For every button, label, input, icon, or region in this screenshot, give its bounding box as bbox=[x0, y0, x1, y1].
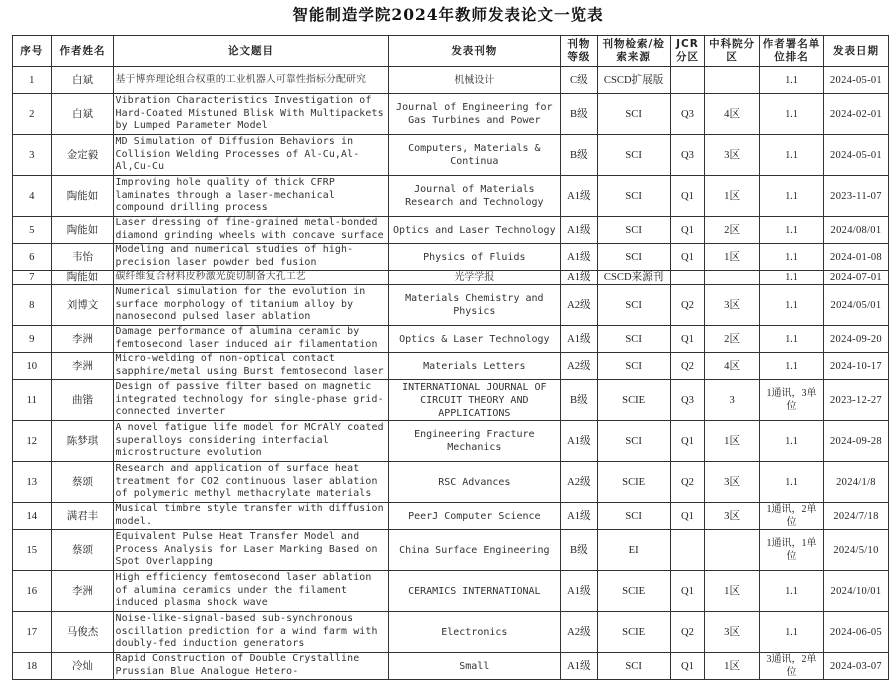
document-title: 智能制造学院2024年教师发表论文一览表 bbox=[292, 5, 604, 24]
cell-level: A1级 bbox=[561, 176, 598, 217]
cell-date: 2024-03-07 bbox=[823, 653, 888, 680]
cell-author-rank: 1通讯，3单位 bbox=[760, 380, 824, 421]
cell-no: 14 bbox=[13, 503, 52, 530]
cell-date: 2024/7/18 bbox=[823, 503, 888, 530]
cell-no: 7 bbox=[13, 271, 52, 285]
cell-level: B级 bbox=[561, 94, 598, 135]
header-row bbox=[13, 36, 889, 67]
table-row bbox=[13, 571, 889, 612]
cell-level: A1级 bbox=[561, 653, 598, 680]
cell-level: B级 bbox=[561, 135, 598, 176]
header-level: 刊物等级 bbox=[561, 36, 598, 67]
papers-table bbox=[12, 35, 889, 680]
cell-no: 6 bbox=[13, 244, 52, 271]
cell-cas-zone: 1区 bbox=[705, 176, 760, 217]
cell-no: 13 bbox=[13, 462, 52, 503]
cell-paper-title: Vibration Characteristics Investigation of Hard-Coated Mistuned Blisk With Multipackets by Lumped Parameter Model bbox=[114, 94, 388, 135]
cell-author: 金定毅 bbox=[51, 135, 114, 176]
cell-jcr: Q1 bbox=[670, 571, 705, 612]
cell-level: A2级 bbox=[561, 353, 598, 380]
cell-jcr: Q2 bbox=[670, 612, 705, 653]
cell-journal: Computers, Materials & Continua bbox=[388, 135, 561, 176]
cell-no: 11 bbox=[13, 380, 52, 421]
cell-level: A1级 bbox=[561, 421, 598, 462]
cell-level: A2级 bbox=[561, 285, 598, 326]
cell-paper-title: Musical timbre style transfer with diffusion model. bbox=[114, 503, 388, 530]
cell-author-rank: 1.1 bbox=[760, 244, 824, 271]
cell-author: 蔡颂 bbox=[51, 462, 114, 503]
cell-paper-title: Design of passive filter based on magnetic integrated technology for single-phase grid-connected inverter bbox=[114, 380, 388, 421]
cell-index: SCI bbox=[597, 326, 670, 353]
cell-jcr: Q1 bbox=[670, 326, 705, 353]
table-row bbox=[13, 217, 889, 244]
cell-date: 2024/08/01 bbox=[823, 217, 888, 244]
cell-author: 白斌 bbox=[51, 67, 114, 94]
cell-journal: Small bbox=[388, 653, 561, 680]
cell-author: 曲锴 bbox=[51, 380, 114, 421]
cell-jcr: Q1 bbox=[670, 421, 705, 462]
cell-paper-title: Damage performance of alumina ceramic by femtosecond laser induced air filamentation bbox=[114, 326, 388, 353]
cell-author-rank: 1.1 bbox=[760, 612, 824, 653]
table-row bbox=[13, 421, 889, 462]
cell-paper-title: Laser dressing of fine-grained metal-bonded diamond grinding wheels with concave surface bbox=[114, 217, 388, 244]
cell-paper-title: Rapid Construction of Double Crystalline Prussian Blue Analogue Hetero- bbox=[114, 653, 388, 680]
cell-level: A1级 bbox=[561, 217, 598, 244]
cell-cas-zone: 3区 bbox=[705, 503, 760, 530]
cell-author: 陈梦琪 bbox=[51, 421, 114, 462]
cell-paper-title: A novel fatigue life model for MCrAlY coated superalloys considering interfacial microstructure evolution bbox=[114, 421, 388, 462]
cell-index: SCI bbox=[597, 353, 670, 380]
cell-author: 李洲 bbox=[51, 571, 114, 612]
header-jcr: JCR分区 bbox=[670, 36, 705, 67]
table-row bbox=[13, 612, 889, 653]
cell-date: 2023-11-07 bbox=[823, 176, 888, 217]
cell-author: 陶能如 bbox=[51, 271, 114, 285]
cell-index: SCIE bbox=[597, 612, 670, 653]
cell-date: 2024/5/10 bbox=[823, 530, 888, 571]
cell-cas-zone: 1区 bbox=[705, 421, 760, 462]
cell-cas-zone: 2区 bbox=[705, 326, 760, 353]
cell-index: SCIE bbox=[597, 571, 670, 612]
cell-journal: Optics and Laser Technology bbox=[388, 217, 561, 244]
cell-no: 2 bbox=[13, 94, 52, 135]
cell-index: SCI bbox=[597, 176, 670, 217]
cell-cas-zone: 2区 bbox=[705, 217, 760, 244]
cell-no: 12 bbox=[13, 421, 52, 462]
table-row bbox=[13, 326, 889, 353]
cell-cas-zone: 3区 bbox=[705, 285, 760, 326]
table-row bbox=[13, 380, 889, 421]
table-row bbox=[13, 530, 889, 571]
cell-cas-zone: 4区 bbox=[705, 353, 760, 380]
cell-author: 韦怡 bbox=[51, 244, 114, 271]
cell-date: 2024-09-28 bbox=[823, 421, 888, 462]
cell-index: SCI bbox=[597, 217, 670, 244]
cell-journal: PeerJ Computer Science bbox=[388, 503, 561, 530]
cell-date: 2024-07-01 bbox=[823, 271, 888, 285]
cell-no: 8 bbox=[13, 285, 52, 326]
cell-date: 2024-09-20 bbox=[823, 326, 888, 353]
cell-cas-zone: 1区 bbox=[705, 571, 760, 612]
cell-jcr: Q2 bbox=[670, 285, 705, 326]
cell-author-rank: 1通讯，1单位 bbox=[760, 530, 824, 571]
cell-level: A1级 bbox=[561, 244, 598, 271]
cell-cas-zone: 3区 bbox=[705, 612, 760, 653]
cell-journal: Journal of Engineering for Gas Turbines and Power bbox=[388, 94, 561, 135]
cell-index: SCI bbox=[597, 285, 670, 326]
cell-no: 10 bbox=[13, 353, 52, 380]
table-row bbox=[13, 462, 889, 503]
cell-paper-title: Noise-like-signal-based sub-synchronous oscillation prediction for a wind farm with doubly-fed induction generators bbox=[114, 612, 388, 653]
cell-author-rank: 1.1 bbox=[760, 462, 824, 503]
cell-index: SCI bbox=[597, 503, 670, 530]
cell-date: 2024-10-17 bbox=[823, 353, 888, 380]
header-author: 作者姓名 bbox=[51, 36, 114, 67]
cell-level: A1级 bbox=[561, 271, 598, 285]
cell-no: 5 bbox=[13, 217, 52, 244]
cell-jcr: Q3 bbox=[670, 135, 705, 176]
table-row bbox=[13, 285, 889, 326]
table-row bbox=[13, 353, 889, 380]
cell-date: 2024/1/8 bbox=[823, 462, 888, 503]
cell-journal: INTERNATIONAL JOURNAL OF CIRCUIT THEORY AND APPLICATIONS bbox=[388, 380, 561, 421]
cell-level: C级 bbox=[561, 67, 598, 94]
cell-journal: Materials Chemistry and Physics bbox=[388, 285, 561, 326]
cell-author: 陶能如 bbox=[51, 217, 114, 244]
cell-author: 白斌 bbox=[51, 94, 114, 135]
cell-journal: Physics of Fluids bbox=[388, 244, 561, 271]
cell-author-rank: 1.1 bbox=[760, 571, 824, 612]
cell-author-rank: 1.1 bbox=[760, 326, 824, 353]
cell-no: 17 bbox=[13, 612, 52, 653]
cell-index: CSCD扩展版 bbox=[597, 67, 670, 94]
cell-journal: Journal of Materials Research and Technology bbox=[388, 176, 561, 217]
cell-author-rank: 1.1 bbox=[760, 176, 824, 217]
cell-jcr: Q2 bbox=[670, 462, 705, 503]
cell-level: A2级 bbox=[561, 612, 598, 653]
cell-level: B级 bbox=[561, 530, 598, 571]
cell-paper-title: Numerical simulation for the evolution in surface morphology of titanium alloy by nanosecond pulsed laser ablation bbox=[114, 285, 388, 326]
cell-paper-title: High efficiency femtosecond laser ablation of alumina ceramics under the filament induced plasma shock wave bbox=[114, 571, 388, 612]
cell-paper-title: Improving hole quality of thick CFRP laminates through a laser-mechanical compound drilling process bbox=[114, 176, 388, 217]
cell-no: 3 bbox=[13, 135, 52, 176]
cell-author-rank: 1.1 bbox=[760, 135, 824, 176]
header-no: 序号 bbox=[13, 36, 52, 67]
cell-paper-title: 基于博弈理论组合权重的工业机器人可靠性指标分配研究 bbox=[114, 67, 388, 94]
cell-jcr: Q3 bbox=[670, 380, 705, 421]
cell-paper-title: Micro-welding of non-optical contact sapphire/metal using Burst femtosecond laser bbox=[114, 353, 388, 380]
cell-journal: 机械设计 bbox=[388, 67, 561, 94]
cell-paper-title: Research and application of surface heat treatment for CO2 continuous laser ablation of polymeric methyl methacrylate materials bbox=[114, 462, 388, 503]
header-date: 发表日期 bbox=[823, 36, 888, 67]
cell-date: 2024-06-05 bbox=[823, 612, 888, 653]
cell-jcr bbox=[670, 67, 705, 94]
table-row bbox=[13, 653, 889, 680]
cell-journal: China Surface Engineering bbox=[388, 530, 561, 571]
cell-index: SCI bbox=[597, 135, 670, 176]
cell-cas-zone: 3区 bbox=[705, 135, 760, 176]
cell-journal: Electronics bbox=[388, 612, 561, 653]
cell-no: 9 bbox=[13, 326, 52, 353]
cell-jcr: Q1 bbox=[670, 503, 705, 530]
header-cas: 中科院分区 bbox=[705, 36, 760, 67]
cell-level: A2级 bbox=[561, 462, 598, 503]
cell-index: CSCD来源刊 bbox=[597, 271, 670, 285]
header-journal: 发表刊物 bbox=[388, 36, 561, 67]
cell-paper-title: 碳纤维复合材料皮秒激光旋切制备大孔工艺 bbox=[114, 271, 388, 285]
cell-no: 15 bbox=[13, 530, 52, 571]
cell-jcr: Q1 bbox=[670, 176, 705, 217]
table-row bbox=[13, 67, 889, 94]
cell-author: 满君丰 bbox=[51, 503, 114, 530]
cell-index: SCIE bbox=[597, 380, 670, 421]
cell-level: A1级 bbox=[561, 326, 598, 353]
cell-author-rank: 1.1 bbox=[760, 421, 824, 462]
cell-author-rank: 1通讯，2单位 bbox=[760, 503, 824, 530]
table-row bbox=[13, 503, 889, 530]
cell-paper-title: Modeling and numerical studies of high-precision laser powder bed fusion bbox=[114, 244, 388, 271]
cell-author-rank: 1.1 bbox=[760, 94, 824, 135]
cell-author: 陶能如 bbox=[51, 176, 114, 217]
cell-journal: Materials Letters bbox=[388, 353, 561, 380]
cell-no: 1 bbox=[13, 67, 52, 94]
cell-jcr: Q3 bbox=[670, 94, 705, 135]
cell-cas-zone bbox=[705, 530, 760, 571]
cell-author: 马俊杰 bbox=[51, 612, 114, 653]
cell-index: EI bbox=[597, 530, 670, 571]
cell-index: SCIE bbox=[597, 462, 670, 503]
cell-journal: Engineering Fracture Mechanics bbox=[388, 421, 561, 462]
cell-index: SCI bbox=[597, 653, 670, 680]
cell-author-rank: 1.1 bbox=[760, 285, 824, 326]
header-paper: 论文题目 bbox=[114, 36, 388, 67]
cell-date: 2024/05/01 bbox=[823, 285, 888, 326]
table-row bbox=[13, 244, 889, 271]
cell-journal: 光学学报 bbox=[388, 271, 561, 285]
cell-cas-zone: 4区 bbox=[705, 94, 760, 135]
cell-cas-zone bbox=[705, 67, 760, 94]
table-row bbox=[13, 94, 889, 135]
cell-level: A1级 bbox=[561, 503, 598, 530]
table-row bbox=[13, 271, 889, 285]
cell-author-rank: 1.1 bbox=[760, 67, 824, 94]
header-rank: 作者署名单位排名 bbox=[760, 36, 824, 67]
cell-author: 李洲 bbox=[51, 353, 114, 380]
cell-index: SCI bbox=[597, 421, 670, 462]
cell-author-rank: 1.1 bbox=[760, 271, 824, 285]
cell-cas-zone: 3区 bbox=[705, 462, 760, 503]
cell-level: B级 bbox=[561, 380, 598, 421]
cell-author: 冷灿 bbox=[51, 653, 114, 680]
cell-author: 蔡颂 bbox=[51, 530, 114, 571]
cell-date: 2024-05-01 bbox=[823, 135, 888, 176]
cell-author: 李洲 bbox=[51, 326, 114, 353]
cell-date: 2024/10/01 bbox=[823, 571, 888, 612]
cell-jcr bbox=[670, 271, 705, 285]
table-row bbox=[13, 176, 889, 217]
cell-cas-zone: 1区 bbox=[705, 244, 760, 271]
cell-jcr: Q1 bbox=[670, 217, 705, 244]
cell-jcr: Q1 bbox=[670, 653, 705, 680]
cell-level: A1级 bbox=[561, 571, 598, 612]
cell-date: 2024-01-08 bbox=[823, 244, 888, 271]
cell-no: 16 bbox=[13, 571, 52, 612]
cell-date: 2024-02-01 bbox=[823, 94, 888, 135]
cell-cas-zone: 3 bbox=[705, 380, 760, 421]
cell-journal: Optics & Laser Technology bbox=[388, 326, 561, 353]
cell-jcr: Q2 bbox=[670, 353, 705, 380]
cell-author-rank: 3通讯，2单位 bbox=[760, 653, 824, 680]
cell-index: SCI bbox=[597, 94, 670, 135]
cell-journal: RSC Advances bbox=[388, 462, 561, 503]
cell-jcr: Q1 bbox=[670, 244, 705, 271]
cell-cas-zone bbox=[705, 271, 760, 285]
cell-cas-zone: 1区 bbox=[705, 653, 760, 680]
cell-no: 18 bbox=[13, 653, 52, 680]
cell-journal: CERAMICS INTERNATIONAL bbox=[388, 571, 561, 612]
header-index: 刊物检索/检索来源 bbox=[597, 36, 670, 67]
cell-date: 2024-05-01 bbox=[823, 67, 888, 94]
table-row bbox=[13, 135, 889, 176]
cell-jcr bbox=[670, 530, 705, 571]
cell-date: 2023-12-27 bbox=[823, 380, 888, 421]
cell-author-rank: 1.1 bbox=[760, 217, 824, 244]
cell-paper-title: MD Simulation of Diffusion Behaviors in Collision Welding Processes of Al-Cu,Al-Al,Cu-Cu bbox=[114, 135, 388, 176]
cell-index: SCI bbox=[597, 244, 670, 271]
cell-author: 刘博文 bbox=[51, 285, 114, 326]
cell-paper-title: Equivalent Pulse Heat Transfer Model and Process Analysis for Laser Marking Based on Spot Overlapping bbox=[114, 530, 388, 571]
cell-no: 4 bbox=[13, 176, 52, 217]
cell-author-rank: 1.1 bbox=[760, 353, 824, 380]
